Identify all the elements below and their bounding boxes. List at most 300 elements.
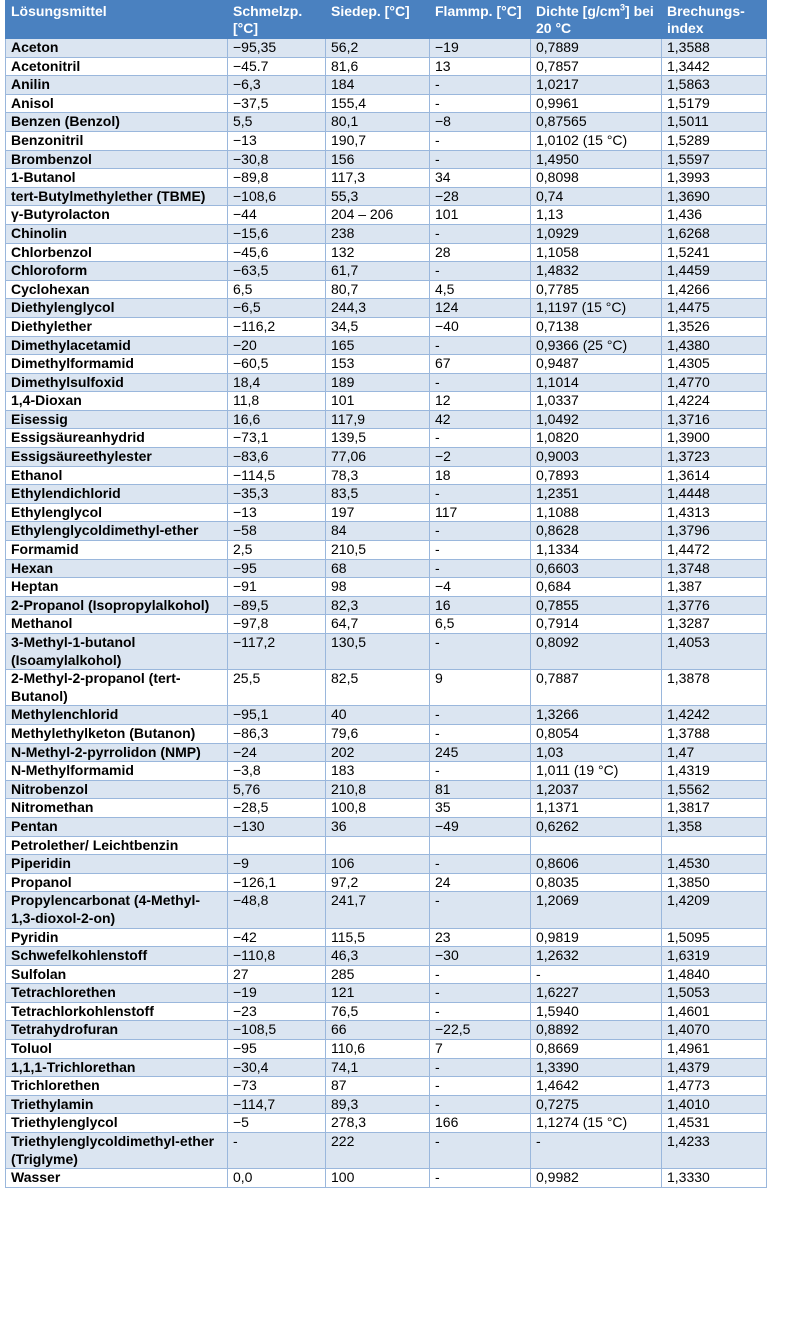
melting-point: - xyxy=(228,1133,326,1169)
refractive-index: 1,3776 xyxy=(662,596,767,615)
solvent-name: Toluol xyxy=(6,1040,228,1059)
solvent-name: Diethylenglycol xyxy=(6,299,228,318)
flash-point: - xyxy=(430,1077,531,1096)
melting-point: −108,5 xyxy=(228,1021,326,1040)
flash-point: 35 xyxy=(430,799,531,818)
density: 0,7887 xyxy=(531,670,662,706)
boiling-point: 66 xyxy=(326,1021,430,1040)
boiling-point: 77,06 xyxy=(326,448,430,467)
table-row xyxy=(6,743,767,762)
header-boiling-point: Siedep. [°C] xyxy=(326,1,430,39)
density: 1,5940 xyxy=(531,1002,662,1021)
header-density-pre: Dichte [g/cm xyxy=(536,3,621,19)
table-row xyxy=(6,113,767,132)
boiling-point: 278,3 xyxy=(326,1114,430,1133)
solvent-name: tert-Butylmethylether (TBME) xyxy=(6,187,228,206)
refractive-index: 1,3796 xyxy=(662,522,767,541)
solvent-name: 1-Butanol xyxy=(6,169,228,188)
solvent-name: Triethylenglycol xyxy=(6,1114,228,1133)
solvent-name: Pentan xyxy=(6,817,228,836)
table-row xyxy=(6,724,767,743)
solvent-name: Hexan xyxy=(6,559,228,578)
refractive-index: 1,3878 xyxy=(662,670,767,706)
boiling-point: 189 xyxy=(326,373,430,392)
melting-point: 5,76 xyxy=(228,780,326,799)
boiling-point: 222 xyxy=(326,1133,430,1169)
melting-point: −126,1 xyxy=(228,873,326,892)
solvent-name: Diethylether xyxy=(6,317,228,336)
boiling-point: 155,4 xyxy=(326,94,430,113)
flash-point: −2 xyxy=(430,448,531,467)
solvent-name: Petrolether/ Leichtbenzin xyxy=(6,836,228,855)
refractive-index: 1,4242 xyxy=(662,706,767,725)
solvent-name: Tetrahydrofuran xyxy=(6,1021,228,1040)
boiling-point: 61,7 xyxy=(326,262,430,281)
refractive-index: 1,4770 xyxy=(662,373,767,392)
melting-point: −91 xyxy=(228,578,326,597)
boiling-point: 89,3 xyxy=(326,1095,430,1114)
solvent-name: Wasser xyxy=(6,1169,228,1188)
boiling-point: 36 xyxy=(326,817,430,836)
table-row xyxy=(6,187,767,206)
solvent-name: Methylethylketon (Butanon) xyxy=(6,724,228,743)
density: 1,1371 xyxy=(531,799,662,818)
flash-point: 101 xyxy=(430,206,531,225)
table-row xyxy=(6,76,767,95)
table-row xyxy=(6,615,767,634)
refractive-index: 1,5095 xyxy=(662,928,767,947)
table-row xyxy=(6,485,767,504)
density: 1,2069 xyxy=(531,892,662,928)
flash-point: 23 xyxy=(430,928,531,947)
boiling-point: 82,3 xyxy=(326,596,430,615)
table-row xyxy=(6,317,767,336)
solvent-name: Trichlorethen xyxy=(6,1077,228,1096)
boiling-point: 80,1 xyxy=(326,113,430,132)
refractive-index: 1,3614 xyxy=(662,466,767,485)
boiling-point: 121 xyxy=(326,984,430,1003)
density: 0,6603 xyxy=(531,559,662,578)
table-row xyxy=(6,559,767,578)
boiling-point: 241,7 xyxy=(326,892,430,928)
boiling-point: 153 xyxy=(326,355,430,374)
table-row xyxy=(6,522,767,541)
table-row xyxy=(6,94,767,113)
refractive-index: 1,4224 xyxy=(662,392,767,411)
table-row xyxy=(6,1058,767,1077)
density: 0,7855 xyxy=(531,596,662,615)
table-row xyxy=(6,243,767,262)
density: 0,7893 xyxy=(531,466,662,485)
melting-point: −15,6 xyxy=(228,224,326,243)
header-density-sup: 3 xyxy=(620,2,626,13)
melting-point: −45.7 xyxy=(228,57,326,76)
flash-point: - xyxy=(430,1002,531,1021)
solvent-name: Anisol xyxy=(6,94,228,113)
solvent-name: N-Methyl-2-pyrrolidon (NMP) xyxy=(6,743,228,762)
flash-point: - xyxy=(430,131,531,150)
refractive-index: 1,47 xyxy=(662,743,767,762)
melting-point: −5 xyxy=(228,1114,326,1133)
density: - xyxy=(531,1133,662,1169)
refractive-index: 1,3993 xyxy=(662,169,767,188)
boiling-point: 190,7 xyxy=(326,131,430,150)
refractive-index: 1,6268 xyxy=(662,224,767,243)
melting-point: −95,1 xyxy=(228,706,326,725)
flash-point: 117 xyxy=(430,503,531,522)
flash-point: - xyxy=(430,336,531,355)
melting-point: −110,8 xyxy=(228,947,326,966)
refractive-index: 1,3817 xyxy=(662,799,767,818)
table-row xyxy=(6,780,767,799)
boiling-point: 79,6 xyxy=(326,724,430,743)
density: 1,2351 xyxy=(531,485,662,504)
flash-point: - xyxy=(430,1058,531,1077)
flash-point: 6,5 xyxy=(430,615,531,634)
melting-point: 25,5 xyxy=(228,670,326,706)
density: 1,0217 xyxy=(531,76,662,95)
melting-point: 16,6 xyxy=(228,410,326,429)
table-row xyxy=(6,541,767,560)
melting-point: −63,5 xyxy=(228,262,326,281)
refractive-index: 1,4233 xyxy=(662,1133,767,1169)
melting-point: 6,5 xyxy=(228,280,326,299)
solvent-name: Chlorbenzol xyxy=(6,243,228,262)
density: 1,0929 xyxy=(531,224,662,243)
table-row xyxy=(6,1114,767,1133)
solvent-name: N-Methylformamid xyxy=(6,762,228,781)
melting-point: −108,6 xyxy=(228,187,326,206)
boiling-point: 204 – 206 xyxy=(326,206,430,225)
flash-point: −19 xyxy=(430,39,531,58)
solvent-name: Tetrachlorkohlenstoff xyxy=(6,1002,228,1021)
refractive-index: 1,4266 xyxy=(662,280,767,299)
melting-point: −89,8 xyxy=(228,169,326,188)
flash-point: - xyxy=(430,559,531,578)
melting-point: 2,5 xyxy=(228,541,326,560)
flash-point: −49 xyxy=(430,817,531,836)
boiling-point xyxy=(326,836,430,855)
boiling-point: 183 xyxy=(326,762,430,781)
boiling-point: 210,8 xyxy=(326,780,430,799)
flash-point: 13 xyxy=(430,57,531,76)
table-row xyxy=(6,799,767,818)
flash-point: −30 xyxy=(430,947,531,966)
refractive-index: 1,4472 xyxy=(662,541,767,560)
density: 1,4642 xyxy=(531,1077,662,1096)
refractive-index: 1,3788 xyxy=(662,724,767,743)
melting-point: −3,8 xyxy=(228,762,326,781)
refractive-index: 1,4380 xyxy=(662,336,767,355)
refractive-index: 1,4053 xyxy=(662,634,767,670)
header-density xyxy=(531,1,662,39)
melting-point: −73 xyxy=(228,1077,326,1096)
melting-point: −95 xyxy=(228,559,326,578)
solvent-name: γ-Butyrolacton xyxy=(6,206,228,225)
boiling-point: 139,5 xyxy=(326,429,430,448)
solvent-name: 3-Methyl-1-butanol (Isoamylalkohol) xyxy=(6,634,228,670)
table-row xyxy=(6,392,767,411)
table-row xyxy=(6,410,767,429)
refractive-index: 1,5597 xyxy=(662,150,767,169)
solvent-name: Heptan xyxy=(6,578,228,597)
melting-point: −19 xyxy=(228,984,326,1003)
refractive-index: 1,4448 xyxy=(662,485,767,504)
density: 0,7275 xyxy=(531,1095,662,1114)
boiling-point: 115,5 xyxy=(326,928,430,947)
flash-point: - xyxy=(430,262,531,281)
flash-point: −4 xyxy=(430,578,531,597)
refractive-index: 1,4601 xyxy=(662,1002,767,1021)
melting-point: −9 xyxy=(228,855,326,874)
flash-point: 4,5 xyxy=(430,280,531,299)
boiling-point: 40 xyxy=(326,706,430,725)
melting-point: −13 xyxy=(228,503,326,522)
melting-point: −114,5 xyxy=(228,466,326,485)
flash-point xyxy=(430,836,531,855)
melting-point: −42 xyxy=(228,928,326,947)
melting-point: −116,2 xyxy=(228,317,326,336)
refractive-index: 1,5011 xyxy=(662,113,767,132)
flash-point: 24 xyxy=(430,873,531,892)
flash-point: - xyxy=(430,965,531,984)
table-row xyxy=(6,336,767,355)
density: 1,4832 xyxy=(531,262,662,281)
solvent-name: Ethanol xyxy=(6,466,228,485)
refractive-index: 1,4530 xyxy=(662,855,767,874)
density: 1,3266 xyxy=(531,706,662,725)
solvent-name: 2-Methyl-2-propanol (tert-Butanol) xyxy=(6,670,228,706)
table-row xyxy=(6,855,767,874)
flash-point: 28 xyxy=(430,243,531,262)
table-body xyxy=(6,39,767,1188)
flash-point: 42 xyxy=(430,410,531,429)
density: 0,8606 xyxy=(531,855,662,874)
boiling-point: 68 xyxy=(326,559,430,578)
boiling-point: 184 xyxy=(326,76,430,95)
density: 1,0102 (15 °C) xyxy=(531,131,662,150)
refractive-index: 1,5289 xyxy=(662,131,767,150)
boiling-point: 83,5 xyxy=(326,485,430,504)
solvent-name: Acetonitril xyxy=(6,57,228,76)
table-row xyxy=(6,262,767,281)
melting-point: −130 xyxy=(228,817,326,836)
table-row xyxy=(6,57,767,76)
refractive-index: 1,3442 xyxy=(662,57,767,76)
solvent-name: Triethylamin xyxy=(6,1095,228,1114)
table-row xyxy=(6,873,767,892)
table-row xyxy=(6,466,767,485)
density: 0,7914 xyxy=(531,615,662,634)
boiling-point: 101 xyxy=(326,392,430,411)
refractive-index: 1,6319 xyxy=(662,947,767,966)
density: 1,1058 xyxy=(531,243,662,262)
flash-point: 12 xyxy=(430,392,531,411)
refractive-index: 1,3748 xyxy=(662,559,767,578)
density: 0,9003 xyxy=(531,448,662,467)
flash-point: 34 xyxy=(430,169,531,188)
melting-point: −24 xyxy=(228,743,326,762)
density: 0,8098 xyxy=(531,169,662,188)
solvent-name: Dimethylformamid xyxy=(6,355,228,374)
header-density-post: ] bei 20 °C xyxy=(536,3,654,36)
flash-point: 18 xyxy=(430,466,531,485)
melting-point: −89,5 xyxy=(228,596,326,615)
density: 0,9366 (25 °C) xyxy=(531,336,662,355)
flash-point: - xyxy=(430,892,531,928)
solvent-name: Aceton xyxy=(6,39,228,58)
boiling-point: 87 xyxy=(326,1077,430,1096)
density: 0,7785 xyxy=(531,280,662,299)
refractive-index: 1,5241 xyxy=(662,243,767,262)
refractive-index: 1,4475 xyxy=(662,299,767,318)
solvent-name: Ethylenglycol xyxy=(6,503,228,522)
boiling-point: 100 xyxy=(326,1169,430,1188)
density: 0,8092 xyxy=(531,634,662,670)
table-row xyxy=(6,224,767,243)
solvent-name: Nitromethan xyxy=(6,799,228,818)
solvent-name: Propanol xyxy=(6,873,228,892)
flash-point: 245 xyxy=(430,743,531,762)
table-row xyxy=(6,355,767,374)
density: 0,9982 xyxy=(531,1169,662,1188)
solvent-name: Tetrachlorethen xyxy=(6,984,228,1003)
flash-point: −40 xyxy=(430,317,531,336)
flash-point: - xyxy=(430,706,531,725)
boiling-point: 197 xyxy=(326,503,430,522)
melting-point: 0,0 xyxy=(228,1169,326,1188)
boiling-point: 238 xyxy=(326,224,430,243)
melting-point: −60,5 xyxy=(228,355,326,374)
refractive-index: 1,3330 xyxy=(662,1169,767,1188)
solvent-name: Piperidin xyxy=(6,855,228,874)
solvent-name: Cyclohexan xyxy=(6,280,228,299)
table-row xyxy=(6,892,767,928)
density: 1,3390 xyxy=(531,1058,662,1077)
melting-point xyxy=(228,836,326,855)
melting-point: −6,5 xyxy=(228,299,326,318)
boiling-point: 55,3 xyxy=(326,187,430,206)
melting-point: 5,5 xyxy=(228,113,326,132)
melting-point: −37,5 xyxy=(228,94,326,113)
solvent-name: Nitrobenzol xyxy=(6,780,228,799)
refractive-index: 1,4840 xyxy=(662,965,767,984)
solvent-name: Chinolin xyxy=(6,224,228,243)
solvent-name: Brombenzol xyxy=(6,150,228,169)
boiling-point: 76,5 xyxy=(326,1002,430,1021)
boiling-point: 97,2 xyxy=(326,873,430,892)
density: 1,1334 xyxy=(531,541,662,560)
density: 1,1088 xyxy=(531,503,662,522)
boiling-point: 244,3 xyxy=(326,299,430,318)
refractive-index: 1,3588 xyxy=(662,39,767,58)
boiling-point: 78,3 xyxy=(326,466,430,485)
solvent-name: 1,4-Dioxan xyxy=(6,392,228,411)
flash-point: - xyxy=(430,150,531,169)
density: 0,9819 xyxy=(531,928,662,947)
header-melting-point: Schmelzp. [°C] xyxy=(228,1,326,39)
table-row xyxy=(6,817,767,836)
melting-point: −23 xyxy=(228,1002,326,1021)
boiling-point: 34,5 xyxy=(326,317,430,336)
flash-point: - xyxy=(430,373,531,392)
boiling-point: 81,6 xyxy=(326,57,430,76)
table-row xyxy=(6,1002,767,1021)
refractive-index: 1,4531 xyxy=(662,1114,767,1133)
header-row xyxy=(6,1,767,39)
refractive-index: 1,3690 xyxy=(662,187,767,206)
melting-point: −114,7 xyxy=(228,1095,326,1114)
table-row xyxy=(6,706,767,725)
boiling-point: 130,5 xyxy=(326,634,430,670)
boiling-point: 117,9 xyxy=(326,410,430,429)
density: 1,0820 xyxy=(531,429,662,448)
table-row xyxy=(6,947,767,966)
solvent-name: Methanol xyxy=(6,615,228,634)
melting-point: −13 xyxy=(228,131,326,150)
solvent-name: Essigsäureanhydrid xyxy=(6,429,228,448)
refractive-index: 1,3526 xyxy=(662,317,767,336)
solvent-name: Sulfolan xyxy=(6,965,228,984)
density xyxy=(531,836,662,855)
boiling-point: 64,7 xyxy=(326,615,430,634)
table-row xyxy=(6,1021,767,1040)
header-flash-point: Flammp. [°C] xyxy=(430,1,531,39)
boiling-point: 202 xyxy=(326,743,430,762)
refractive-index xyxy=(662,836,767,855)
melting-point: −20 xyxy=(228,336,326,355)
density: 0,8054 xyxy=(531,724,662,743)
table-row xyxy=(6,1169,767,1188)
table-row xyxy=(6,1040,767,1059)
boiling-point: 285 xyxy=(326,965,430,984)
flash-point: −8 xyxy=(430,113,531,132)
solvent-name: Methylenchlorid xyxy=(6,706,228,725)
flash-point: - xyxy=(430,1095,531,1114)
refractive-index: 1,5053 xyxy=(662,984,767,1003)
boiling-point: 117,3 xyxy=(326,169,430,188)
refractive-index: 1,4313 xyxy=(662,503,767,522)
density: 1,03 xyxy=(531,743,662,762)
table-row xyxy=(6,448,767,467)
boiling-point: 46,3 xyxy=(326,947,430,966)
density: 0,87565 xyxy=(531,113,662,132)
density: - xyxy=(531,965,662,984)
density: 0,8628 xyxy=(531,522,662,541)
flash-point: - xyxy=(430,984,531,1003)
density: 1,4950 xyxy=(531,150,662,169)
refractive-index: 1,4961 xyxy=(662,1040,767,1059)
table-row xyxy=(6,373,767,392)
flash-point: - xyxy=(430,224,531,243)
density: 1,011 (19 °C) xyxy=(531,762,662,781)
refractive-index: 1,3900 xyxy=(662,429,767,448)
table-row xyxy=(6,928,767,947)
table-row xyxy=(6,131,767,150)
refractive-index: 1,4305 xyxy=(662,355,767,374)
refractive-index: 1,3850 xyxy=(662,873,767,892)
refractive-index: 1,5863 xyxy=(662,76,767,95)
flash-point: - xyxy=(430,762,531,781)
solvent-name: Ethylenglycoldimethyl-ether xyxy=(6,522,228,541)
solvent-name: Eisessig xyxy=(6,410,228,429)
solvent-name: Dimethylacetamid xyxy=(6,336,228,355)
table-row xyxy=(6,578,767,597)
melting-point: −45,6 xyxy=(228,243,326,262)
refractive-index: 1,3287 xyxy=(662,615,767,634)
refractive-index: 1,358 xyxy=(662,817,767,836)
boiling-point: 156 xyxy=(326,150,430,169)
